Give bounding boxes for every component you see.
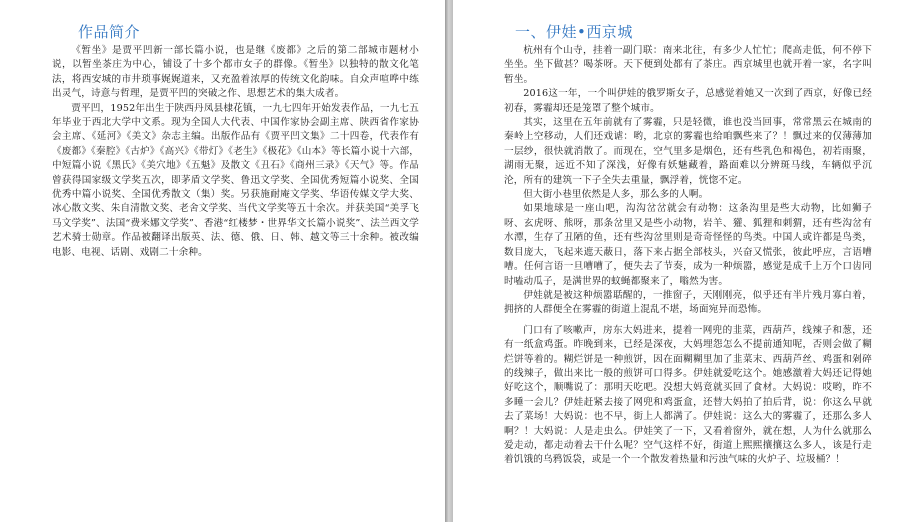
synopsis-title: 作品简介 [78, 23, 141, 41]
chapter-paragraph: 但大街小巷里依然是人多，那么多的人啊。 [523, 189, 709, 201]
chapter-paragraph: 其实，这里在五年前就有了雾霾，只是轻微，谁也没当回事，常常黑云在城南的秦岭上空移动，人们还戏谑：哟，北京的雾霾也给咱飘些来了？！飘过来的仅薄薄加一层纱，很快就消散了。而现在，空气里多是烟色，还有些乳色和褐色，初若雨聚，湖雨无聚，远近不知了深浅，好像有妖魅藏着，路面难以分辨斑马线，车辆似乎沉沦，所有的建筑一下子全失去重量，飘浮着，恍惚不定。 [504, 117, 872, 186]
chapter-paragraph: 门口有了咳嗽声，房东大妈进来，提着一网兜的韭菜，西葫芦，线辣子和葱，还有一纸盒鸡蛋。昨晚到来，已经是深夜，大妈埋怨怎么不提前通知呢，否则会做了糊烂饼等着的。糊烂饼是一种煎饼，因在面糊糊里加了韭菜末、西葫芦丝、鸡蛋和剁碎的线辣子，做出来比一般的煎饼可口得多。伊娃就爱吃这个。她感激着大妈还记得她好吃这个，顺嘴说了：那明天吃吧。没想大妈竟就买回了食材。大妈说：哎哟，昨不多睡一会儿？伊娃赶紧去接了网兜和鸡蛋盒，还替大妈拍了拍后背，说：你这么早就去了菜场！大妈说：也不早，街上人都满了。伊娃说：这么大的雾霾了，还那么多人啊？！大妈说：人是走虫么。伊娃笑了一下，又看着窗外，就在想，人为什么就那么爱走动，都走动着去干什么呢？空气这样不好，街道上熙熙攘攘这么多人，该是行走着饥饿的乌鸦饭袋，或是一个一个散发着热量和污浊气味的火炉子、垃圾桶？！ [504, 324, 872, 466]
right-page [453, 0, 900, 522]
synopsis-paragraph: 《暂坐》是贾平凹新一部长篇小说，也是继《废都》之后的第二部城市题材小说，以暂坐茶庄为中心，铺设了十多个都市女子的群像。《暂坐》以独特的散文化笔法，将西安城的市井琐事娓娓道来，又充盈着浓厚的传统文化韵味。自众声喧哗中练出灵气，诗意与哲理，是贾平凹的突破之作、思想艺术的集大成者。 [52, 45, 419, 100]
chapter-paragraph: 2016这一年，一个叫伊娃的俄罗斯女子，总感觉着她又一次到了西京，好像已经初春，雾霾却还是笼罩了整个城市。 [504, 88, 872, 114]
chapter-paragraph: 伊娃就是被这种烦嚣聒醒的，一推窗子，天刚刚亮，似乎还有半片残月寡白着，拥挤的人群便全在雾霾的街道上混乱不堪，场面宛异而恐怖。 [504, 289, 872, 316]
chapter-paragraph: 如果地球是一座山吧，沟沟岔岔就会有动物：这条沟里是些大动物，比如狮子呀、玄虎呀、熊呀，那条岔里又是些小动物，岩羊、獾、狐狸和刺猬，还有些沟岔有水潭，生存了丑陋的鱼，还有些沟岔里则是奇奇怪怪的鸟类。中国人或许都是鸟类，数目庞大，飞起来遮天蔽日，落下来占据全部枝头，兴奋又慌张，彼此呼应，言语嘈嘈。任何言语一旦嘈嘈了，便失去了节奏，成为一种烦嚣，感觉是成千上万个口齿同时嗑动瓜子，是满世界的蚊蝇都聚来了，嗡然为害。 [504, 203, 872, 287]
left-page [0, 0, 445, 522]
author-bio-paragraph: 贾平凹，1952年出生于陕西丹凤县棣花镇，一九七四年开始发表作品，一九七五年毕业于西北大学中文系。现为全国人大代表、中国作家协会副主席、陕西省作家协会主席、《延河》《美文》杂志主编。出版作品有《贾平凹文集》二十四卷，代表作有《废都》《秦腔》《古炉》《高兴》《带灯》《老生》《极花》《山本》等长篇小说十六部，中短篇小说《黑氏》《美穴地》《五魁》及散文《丑石》《商州三录》《天气》等。作品曾获得国家级文学奖五次，即茅盾文学奖、鲁迅文学奖、全国优秀短篇小说奖、全国优秀中篇小说奖、全国优秀散文（集）奖。另获施耐庵文学奖、华语传媒文学大奖、冰心散文奖、朱自清散文奖、老舍文学奖、当代文学奖等五十余次。并获美国“美孚飞马文学奖”、法国“费米娜文学奖”、香港“红楼梦・世界华文长篇小说奖”、法兰西文学艺术骑士勋章。作品被翻译出版英、法、德、俄、日、韩、越文等三十余种。被改编电影、电视、话剧、戏剧二十余种。 [52, 102, 419, 258]
chapter-title: 一、伊娃•西京城 [515, 23, 633, 41]
page-gutter [445, 0, 453, 522]
chapter-paragraph: 杭州有个山寺，挂着一副门联：南来北往，有多少人忙忙；爬高走低，何不停下坐坐。坐下做甚？喝茶呀。天下便到处都有了茶庄。西京城里也就开着一家，名字叫暂坐。 [504, 45, 872, 85]
